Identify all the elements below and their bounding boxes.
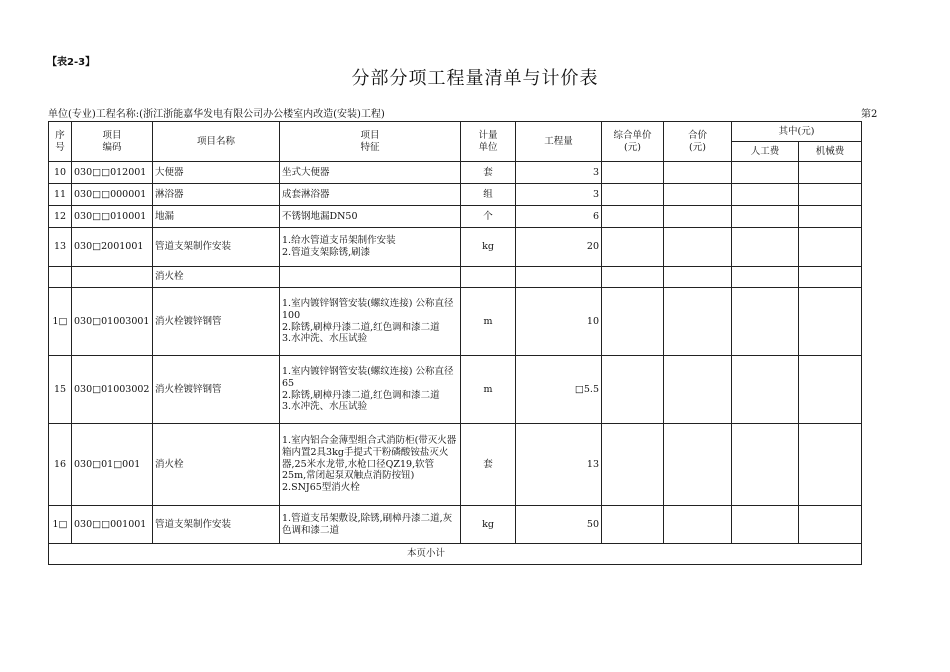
feature-cell: 成套淋浴器 — [280, 184, 461, 206]
page-title: 分部分项工程量清单与计价表 — [351, 68, 599, 89]
table-row — [49, 206, 862, 228]
header-code: 项目 编码 — [72, 122, 153, 162]
name-cell: 消火栓 — [153, 424, 280, 506]
feature-cell: 不锈钢地漏DN50 — [280, 206, 461, 228]
header-labor: 人工费 — [732, 142, 799, 162]
labor-cell — [732, 206, 799, 228]
code-cell: 030□□012001 — [72, 162, 153, 184]
labor-cell — [732, 356, 799, 424]
machine-cell — [799, 228, 862, 267]
unit-cell: 套 — [461, 162, 516, 184]
table-row — [49, 267, 862, 288]
header-qty: 工程量 — [516, 122, 602, 162]
seq-cell: 1□ — [49, 506, 72, 544]
machine-cell — [799, 424, 862, 506]
bill-of-quantities-table — [48, 121, 862, 565]
labor-cell — [732, 267, 799, 288]
total-cell — [664, 506, 732, 544]
unit-price-cell — [602, 206, 664, 228]
unit-price-cell — [602, 288, 664, 356]
seq-cell: 10 — [49, 162, 72, 184]
feature-cell — [280, 267, 461, 288]
machine-cell — [799, 184, 862, 206]
feature-cell: 1.室内镀锌钢管安装(螺纹连接) 公称直径100 2.除锈,刷樟丹漆二道,红色调和漆二道 3.水冲洗、水压试验 — [280, 288, 461, 356]
feature-cell: 1.室内镀锌钢管安装(螺纹连接) 公称直径65 2.除锈,刷樟丹漆二道,红色调和漆二道 3.水冲洗、水压试验 — [280, 356, 461, 424]
name-cell: 大便器 — [153, 162, 280, 184]
unit-price-cell — [602, 424, 664, 506]
table-tag: 【表2-3】 — [47, 57, 96, 68]
name-cell: 消火栓 — [153, 267, 280, 288]
header-total: 合价 (元) — [664, 122, 732, 162]
unit-cell: kg — [461, 506, 516, 544]
seq-cell: 12 — [49, 206, 72, 228]
table-row — [49, 228, 862, 267]
feature-cell: 坐式大便器 — [280, 162, 461, 184]
seq-cell: 15 — [49, 356, 72, 424]
qty-cell: 3 — [516, 184, 602, 206]
name-cell: 淋浴器 — [153, 184, 280, 206]
qty-cell — [516, 267, 602, 288]
unit-cell: 套 — [461, 424, 516, 506]
qty-cell: 13 — [516, 424, 602, 506]
seq-cell: 11 — [49, 184, 72, 206]
unit-price-cell — [602, 162, 664, 184]
code-cell: 030□01□001 — [72, 424, 153, 506]
table-row — [49, 356, 862, 424]
unit-cell: m — [461, 356, 516, 424]
unit-price-cell — [602, 267, 664, 288]
code-cell: 030□01003001 — [72, 288, 153, 356]
name-cell: 管道支架制作安装 — [153, 506, 280, 544]
unit-price-cell — [602, 506, 664, 544]
seq-cell: 16 — [49, 424, 72, 506]
table-row — [49, 184, 862, 206]
labor-cell — [732, 288, 799, 356]
total-cell — [664, 356, 732, 424]
total-cell — [664, 162, 732, 184]
total-cell — [664, 288, 732, 356]
qty-cell: □5.5 — [516, 356, 602, 424]
header-feature: 项目 特征 — [280, 122, 461, 162]
code-cell — [72, 267, 153, 288]
header-of-which: 其中(元) — [732, 122, 862, 142]
unit-price-cell — [602, 184, 664, 206]
name-cell: 管道支架制作安装 — [153, 228, 280, 267]
machine-cell — [799, 206, 862, 228]
table-row — [49, 162, 862, 184]
unit-price-cell — [602, 356, 664, 424]
header-machine: 机械费 — [799, 142, 862, 162]
seq-cell: 1□ — [49, 288, 72, 356]
total-cell — [664, 184, 732, 206]
labor-cell — [732, 424, 799, 506]
table-row — [49, 424, 862, 506]
seq-cell — [49, 267, 72, 288]
code-cell: 030□□000001 — [72, 184, 153, 206]
seq-cell: 13 — [49, 228, 72, 267]
machine-cell — [799, 356, 862, 424]
qty-cell: 50 — [516, 506, 602, 544]
header-unit: 计量 单位 — [461, 122, 516, 162]
total-cell — [664, 206, 732, 228]
machine-cell — [799, 267, 862, 288]
unit-cell: 个 — [461, 206, 516, 228]
name-cell: 消火栓镀锌钢管 — [153, 288, 280, 356]
code-cell: 030□□010001 — [72, 206, 153, 228]
header-unit-price: 综合单价 (元) — [602, 122, 664, 162]
qty-cell: 20 — [516, 228, 602, 267]
name-cell: 地漏 — [153, 206, 280, 228]
feature-cell: 1.室内铝合金薄型组合式消防柜(带灭火器箱内置2具3kg手提式干粉磷酸铵盐灭火器,25米水龙带,水枪口径QZ19,软管25m,常闭起泵双触点消防按钮) 2.SNJ65型消火栓 — [280, 424, 461, 506]
labor-cell — [732, 506, 799, 544]
unit-cell: m — [461, 288, 516, 356]
unit-cell — [461, 267, 516, 288]
code-cell: 030□01003002 — [72, 356, 153, 424]
header-seq: 序号 — [49, 122, 72, 162]
machine-cell — [799, 162, 862, 184]
feature-cell: 1.管道支吊架敷设,除锈,刷樟丹漆二道,灰色调和漆二道 — [280, 506, 461, 544]
machine-cell — [799, 506, 862, 544]
code-cell: 030□□001001 — [72, 506, 153, 544]
unit-price-cell — [602, 228, 664, 267]
total-cell — [664, 267, 732, 288]
qty-cell: 3 — [516, 162, 602, 184]
labor-cell — [732, 162, 799, 184]
labor-cell — [732, 228, 799, 267]
machine-cell — [799, 288, 862, 356]
table-row — [49, 506, 862, 544]
code-cell: 030□2001001 — [72, 228, 153, 267]
feature-cell: 1.给水管道支吊架制作安装 2.管道支架除锈,刷漆 — [280, 228, 461, 267]
total-cell — [664, 424, 732, 506]
page-number: 第2 — [861, 109, 878, 120]
unit-cell: kg — [461, 228, 516, 267]
labor-cell — [732, 184, 799, 206]
project-unit-line: 单位(专业)工程名称:(浙江浙能嘉华发电有限公司办公楼室内改造(安装)工程) — [48, 109, 385, 120]
table-row — [49, 288, 862, 356]
qty-cell: 10 — [516, 288, 602, 356]
unit-cell: 组 — [461, 184, 516, 206]
name-cell: 消火栓镀锌钢管 — [153, 356, 280, 424]
qty-cell: 6 — [516, 206, 602, 228]
total-cell — [664, 228, 732, 267]
subtotal-row: 本页小计 — [49, 544, 862, 565]
header-name: 项目名称 — [153, 122, 280, 162]
